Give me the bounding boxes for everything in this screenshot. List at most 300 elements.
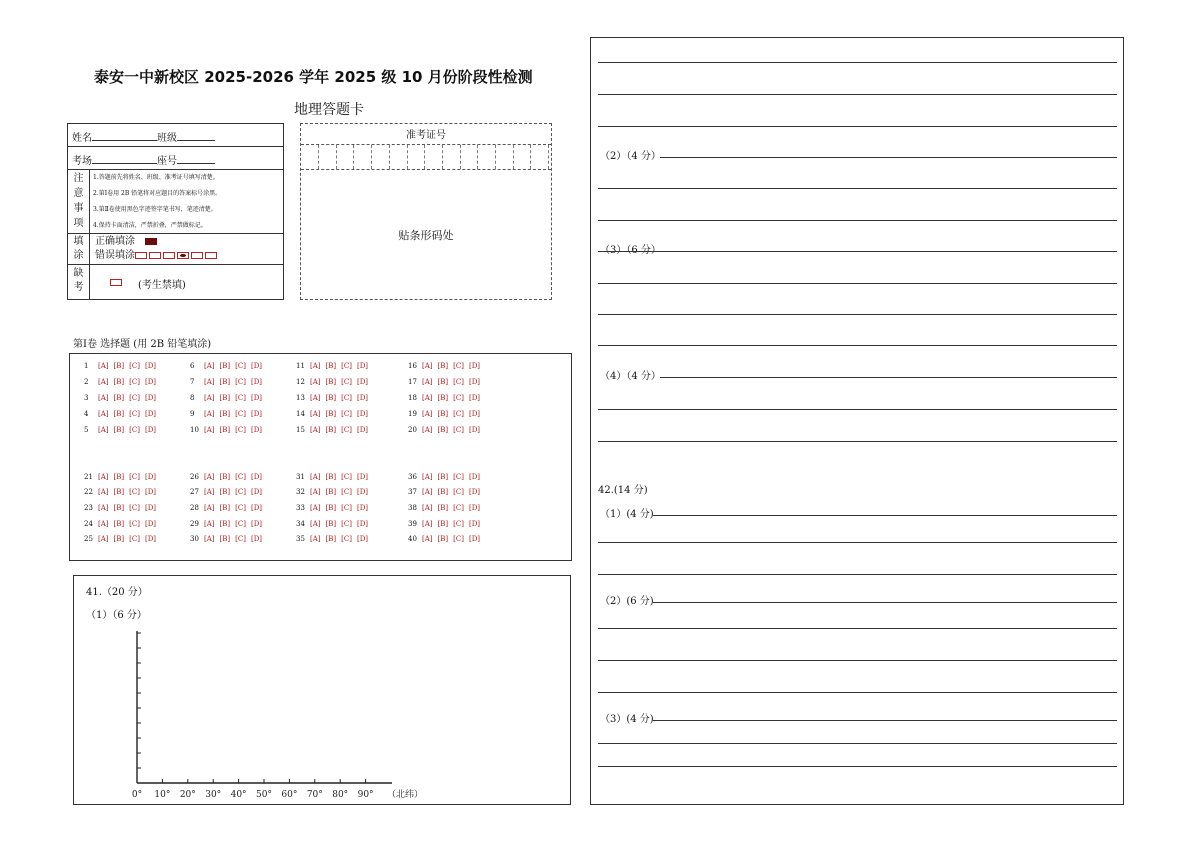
multiple-choice-grid [69,353,572,561]
mc-option-bubble[interactable]: [B] [113,520,125,528]
mc-option-bubble[interactable]: [C] [453,410,464,418]
mc-option-bubble[interactable]: [C] [235,535,246,543]
mc-question-number: 11 [296,362,305,370]
mc-option-bubble[interactable]: [B] [113,504,125,512]
mc-option-bubble[interactable]: [B] [113,362,125,370]
q42-part2-label: （2）(6 分) [600,596,654,607]
exam-id-digit-cell[interactable] [371,145,372,169]
mc-question-number: 16 [408,362,417,370]
class-field[interactable] [177,131,215,141]
mc-option-bubble[interactable]: [C] [341,394,352,402]
mc-option-bubble[interactable]: [B] [437,520,449,528]
mc-question-number: 26 [190,473,199,481]
answer-line[interactable] [598,574,1117,575]
mc-question-23 [84,504,161,512]
answer-line[interactable] [653,515,1117,516]
fill-heading [68,234,90,264]
mc-question-6 [190,362,267,370]
mc-option-bubble[interactable]: [D] [144,488,157,496]
mc-option-bubble[interactable]: [C] [453,378,464,386]
mc-question-16 [408,362,485,370]
exam-id-digit-cell[interactable] [460,145,461,169]
mc-option-bubble[interactable]: [C] [129,473,140,481]
mc-option-bubble[interactable]: [D] [250,488,263,496]
mc-option-bubble[interactable]: [C] [235,378,246,386]
mc-option-bubble[interactable]: [C] [235,394,246,402]
mc-option-bubble[interactable]: [A] [310,535,321,543]
page-title: 泰安一中新校区 2025-2026 学年 2025 级 10 月份阶段性检测 [94,68,533,86]
mc-option-bubble[interactable]: [B] [325,473,337,481]
mc-question-number: 31 [296,473,305,481]
exam-id-digit-cell[interactable] [513,145,514,169]
mc-option-bubble[interactable]: [B] [325,410,337,418]
question-41-box [73,575,571,805]
mc-option-bubble[interactable]: [D] [356,504,369,512]
mc-option-bubble[interactable]: [A] [422,535,433,543]
answer-line[interactable] [598,345,1117,346]
mc-question-number: 6 [190,362,195,370]
x-axis-tick-label: 10° [154,790,171,800]
mc-option-bubble[interactable]: [D] [468,394,481,402]
mc-option-bubble[interactable]: [D] [144,378,157,386]
name-field[interactable] [92,131,157,141]
mc-question-4 [84,410,161,418]
mc-option-bubble[interactable]: [A] [98,473,109,481]
mc-question-40 [408,535,485,543]
mc-option-bubble[interactable]: [D] [250,394,263,402]
mc-option-bubble[interactable]: [D] [468,410,481,418]
answer-line[interactable] [660,157,1117,158]
mc-option-bubble[interactable]: [A] [310,426,321,434]
mc-option-bubble[interactable]: [D] [468,378,481,386]
mc-option-bubble[interactable]: [D] [144,535,157,543]
answer-line[interactable] [660,377,1117,378]
mc-option-bubble[interactable]: [A] [422,362,433,370]
mc-option-bubble[interactable]: [A] [204,504,215,512]
exam-id-digit-cell[interactable] [495,145,496,169]
mc-option-bubble[interactable]: [C] [235,504,246,512]
mc-option-bubble[interactable]: [A] [204,378,215,386]
answer-line[interactable] [598,660,1117,661]
mc-option-bubble[interactable]: [A] [98,426,109,434]
mc-option-bubble[interactable]: [D] [250,362,263,370]
mc-option-bubble[interactable]: [C] [129,535,140,543]
wrong-fill-mark-dot [163,252,175,259]
mc-option-bubble[interactable]: [D] [250,410,263,418]
exam-id-digit-row[interactable] [301,144,551,170]
mc-option-bubble[interactable]: [A] [310,504,321,512]
mc-question-32 [296,488,373,496]
mc-question-12 [296,378,373,386]
mc-option-bubble[interactable]: [B] [325,394,337,402]
mc-question-number: 5 [84,426,89,434]
mc-option-bubble[interactable]: [A] [310,378,321,386]
mc-question-number: 24 [84,520,93,528]
mc-option-bubble[interactable]: [C] [235,520,246,528]
mc-question-number: 37 [408,488,417,496]
answer-line[interactable] [660,251,1117,252]
mc-question-number: 8 [190,394,195,402]
mc-option-bubble[interactable]: [B] [437,473,449,481]
mc-question-5 [84,426,161,434]
mc-option-bubble[interactable]: [D] [250,473,263,481]
mc-question-number: 25 [84,535,93,543]
mc-option-bubble[interactable]: [C] [341,520,352,528]
mc-option-bubble[interactable]: [A] [204,535,215,543]
fill-row [68,234,283,265]
exam-id-digit-cell[interactable] [389,145,390,169]
wrong-fill-mark-partial [205,252,217,259]
mc-option-bubble[interactable]: [D] [356,535,369,543]
mc-question-number: 10 [190,426,199,434]
mc-option-bubble[interactable]: [A] [204,426,215,434]
mc-question-number: 3 [84,394,89,402]
mc-option-bubble[interactable]: [D] [250,504,263,512]
q41-part4-label: （4）（4 分） [600,371,661,382]
mc-question-29 [190,520,267,528]
barcode-area: 贴条形码处 [398,229,454,242]
mc-question-3 [84,394,161,402]
mc-question-24 [84,520,161,528]
mc-option-bubble[interactable]: [A] [310,520,321,528]
mc-question-34 [296,520,373,528]
mc-option-bubble[interactable]: [B] [113,426,125,434]
mc-question-number: 30 [190,535,199,543]
mc-question-26 [190,473,267,481]
name-row [68,124,283,147]
mc-option-bubble[interactable]: [B] [219,394,231,402]
wrong-fill-mark-check [135,252,147,259]
mc-option-bubble[interactable]: [C] [341,473,352,481]
mc-question-11 [296,362,373,370]
mc-option-bubble[interactable]: [A] [204,394,215,402]
correct-fill-mark [145,238,157,245]
mc-option-bubble[interactable]: [C] [341,378,352,386]
mc-option-bubble[interactable]: [C] [129,362,140,370]
mc-option-bubble[interactable]: [A] [310,394,321,402]
mc-option-bubble[interactable]: [B] [437,488,449,496]
mc-option-bubble[interactable]: [A] [310,488,321,496]
mc-option-bubble[interactable]: [D] [250,520,263,528]
mc-question-13 [296,394,373,402]
room-field[interactable] [92,154,157,164]
mc-option-bubble[interactable]: [D] [144,473,157,481]
mc-option-bubble[interactable]: [B] [437,362,449,370]
mc-option-bubble[interactable]: [C] [129,410,140,418]
mc-option-bubble[interactable]: [C] [235,426,246,434]
mc-option-bubble[interactable]: [B] [219,378,231,386]
mc-option-bubble[interactable]: [A] [98,410,109,418]
mc-option-bubble[interactable]: [C] [453,473,464,481]
mc-option-bubble[interactable]: [D] [144,394,157,402]
mc-option-bubble[interactable]: [C] [129,520,140,528]
mc-option-bubble[interactable]: [B] [437,394,449,402]
mc-question-15 [296,426,373,434]
notes-row [68,170,283,234]
mc-option-bubble[interactable]: [A] [422,473,433,481]
mc-option-bubble[interactable]: [C] [453,394,464,402]
mc-option-bubble[interactable]: [D] [250,535,263,543]
section1-title: 第Ⅰ卷 选择题 (用 2B 铅笔填涂) [73,339,212,350]
name-label: 姓名 [72,133,92,144]
mc-option-bubble[interactable]: [B] [437,378,449,386]
mc-question-18 [408,394,485,402]
mc-option-bubble[interactable]: [B] [437,426,449,434]
mc-option-bubble[interactable]: [B] [219,473,231,481]
mc-option-bubble[interactable]: [A] [98,362,109,370]
mc-option-bubble[interactable]: [A] [204,488,215,496]
answer-line[interactable] [598,766,1117,767]
exam-id-digit-cell[interactable] [336,145,337,169]
mc-option-bubble[interactable]: [A] [422,504,433,512]
mc-question-19 [408,410,485,418]
mc-question-17 [408,378,485,386]
mc-option-bubble[interactable]: [A] [310,473,321,481]
mc-question-39 [408,520,485,528]
wrong-fill-mark-cross [191,252,203,259]
note-item: 1.答题前先将姓名、班级、准考证号填写清楚。 [93,174,219,181]
mc-question-number: 38 [408,504,417,512]
notes-heading [68,170,90,233]
mc-option-bubble[interactable]: [C] [341,362,352,370]
x-axis-tick-label: 90° [357,790,374,800]
exam-id-box [300,123,552,300]
student-info-table [67,123,284,300]
mc-question-number: 9 [190,410,195,418]
mc-option-bubble[interactable]: [A] [422,520,433,528]
mc-option-bubble[interactable]: [B] [219,426,231,434]
fill-examples [95,235,219,263]
answer-line[interactable] [598,188,1117,189]
mc-question-27 [190,488,267,496]
x-axis-tick-label: 40° [230,790,247,800]
mc-option-bubble[interactable]: [B] [219,504,231,512]
mc-option-bubble[interactable]: [D] [468,535,481,543]
mc-option-bubble[interactable]: [C] [129,394,140,402]
mc-option-bubble[interactable]: [B] [219,535,231,543]
mc-option-bubble[interactable]: [D] [356,378,369,386]
mc-option-bubble[interactable]: [A] [204,362,215,370]
mc-option-bubble[interactable]: [A] [422,378,433,386]
notes-heading-char: 事 [73,203,84,214]
mc-option-bubble[interactable]: [C] [235,473,246,481]
mc-option-bubble[interactable]: [C] [453,504,464,512]
mc-question-35 [296,535,373,543]
answer-line[interactable] [598,126,1117,127]
mc-question-number: 34 [296,520,305,528]
mc-option-bubble[interactable]: [A] [98,394,109,402]
mc-option-bubble[interactable]: [A] [422,426,433,434]
mc-option-bubble[interactable]: [A] [98,504,109,512]
exam-id-digit-cell[interactable] [407,145,408,169]
mc-option-bubble[interactable]: [B] [325,488,337,496]
q41-part3-label: （3）（6 分） [600,245,661,256]
mc-option-bubble[interactable]: [C] [341,504,352,512]
mc-option-bubble[interactable]: [C] [129,504,140,512]
answer-line[interactable] [598,542,1117,543]
mc-option-bubble[interactable]: [D] [468,488,481,496]
mc-option-bubble[interactable]: [D] [468,426,481,434]
mc-option-bubble[interactable]: [D] [356,488,369,496]
mc-question-8 [190,394,267,402]
exam-id-digit-cell[interactable] [424,145,425,169]
answer-line[interactable] [598,283,1117,284]
answer-line[interactable] [598,409,1117,410]
class-label: 班级 [157,133,177,144]
mc-option-bubble[interactable]: [B] [325,426,337,434]
mc-option-bubble[interactable]: [D] [144,362,157,370]
mc-option-bubble[interactable]: [B] [113,473,125,481]
exam-id-digit-cell[interactable] [353,145,354,169]
mc-option-bubble[interactable]: [B] [219,488,231,496]
mc-option-bubble[interactable]: [A] [98,488,109,496]
mc-option-bubble[interactable]: [B] [325,504,337,512]
mc-question-number: 2 [84,378,89,386]
answer-line[interactable] [598,692,1117,693]
mc-option-bubble[interactable]: [C] [129,378,140,386]
q41-latitude-axes[interactable] [74,576,572,806]
fill-heading-char: 填 [73,236,84,247]
answer-line[interactable] [598,743,1117,744]
mc-question-number: 27 [190,488,199,496]
mc-option-bubble[interactable]: [A] [98,378,109,386]
mc-option-bubble[interactable]: [C] [453,535,464,543]
exam-id-digit-cell[interactable] [318,145,319,169]
mc-question-25 [84,535,161,543]
exam-id-digit-cell[interactable] [477,145,478,169]
mc-option-bubble[interactable]: [D] [356,426,369,434]
mc-option-bubble[interactable]: [D] [468,473,481,481]
mc-question-9 [190,410,267,418]
mc-option-bubble[interactable]: [D] [250,426,263,434]
answer-line[interactable] [653,720,1117,721]
mc-option-bubble[interactable]: [B] [437,410,449,418]
mc-option-bubble[interactable]: [B] [325,520,337,528]
x-axis-tick-label: 20° [179,790,196,800]
exam-id-digit-cell[interactable] [548,145,549,169]
mc-option-bubble[interactable]: [B] [325,378,337,386]
mc-question-36 [408,473,485,481]
mc-option-bubble[interactable]: [D] [356,394,369,402]
mc-option-bubble[interactable]: [C] [235,488,246,496]
x-axis-tick-label: 30° [205,790,222,800]
mc-option-bubble[interactable]: [C] [341,410,352,418]
mc-option-bubble[interactable]: [A] [422,488,433,496]
wrong-fill-mark-circle [177,252,189,259]
mc-option-bubble[interactable]: [C] [453,488,464,496]
mc-option-bubble[interactable]: [B] [113,394,125,402]
mc-question-number: 29 [190,520,199,528]
mc-option-bubble[interactable]: [C] [129,488,140,496]
mc-option-bubble[interactable]: [A] [204,520,215,528]
mc-question-14 [296,410,373,418]
mc-option-bubble[interactable]: [B] [113,535,125,543]
mc-option-bubble[interactable]: [B] [113,410,125,418]
mc-option-bubble[interactable]: [B] [325,535,337,543]
absent-checkbox[interactable] [110,279,122,286]
absent-heading [68,265,90,299]
mc-option-bubble[interactable]: [C] [341,426,352,434]
mc-option-bubble[interactable]: [D] [468,520,481,528]
mc-option-bubble[interactable]: [D] [144,426,157,434]
mc-option-bubble[interactable]: [B] [219,410,231,418]
mc-option-bubble[interactable]: [C] [129,426,140,434]
mc-option-bubble[interactable]: [A] [98,520,109,528]
answer-line[interactable] [598,220,1117,221]
mc-question-number: 39 [408,520,417,528]
mc-option-bubble[interactable]: [D] [356,520,369,528]
mc-question-number: 32 [296,488,305,496]
mc-option-bubble[interactable]: [B] [325,362,337,370]
answer-line[interactable] [598,441,1117,442]
exam-id-digit-cell[interactable] [442,145,443,169]
notes-list [93,170,221,234]
mc-option-bubble[interactable]: [D] [144,520,157,528]
answer-line[interactable] [598,62,1117,63]
mc-question-28 [190,504,267,512]
mc-option-bubble[interactable]: [C] [235,362,246,370]
mc-question-37 [408,488,485,496]
mc-option-bubble[interactable]: [D] [144,504,157,512]
mc-option-bubble[interactable]: [C] [341,535,352,543]
absent-row [68,265,283,299]
mc-option-bubble[interactable]: [C] [235,410,246,418]
mc-option-bubble[interactable]: [A] [422,394,433,402]
notes-heading-char: 注 [73,173,84,184]
mc-option-bubble[interactable]: [C] [453,426,464,434]
mc-option-bubble[interactable]: [B] [219,362,231,370]
mc-option-bubble[interactable]: [C] [453,520,464,528]
x-axis-tick-label: 70° [306,790,323,800]
mc-option-bubble[interactable]: [D] [356,473,369,481]
mc-option-bubble[interactable]: [B] [437,535,449,543]
room-label: 考场 [72,156,92,167]
exam-id-digit-cell[interactable] [530,145,531,169]
answer-line[interactable] [653,602,1117,603]
mc-question-number: 22 [84,488,93,496]
mc-option-bubble[interactable]: [D] [250,378,263,386]
answer-line[interactable] [598,314,1117,315]
mc-option-bubble[interactable]: [A] [204,410,215,418]
mc-option-bubble[interactable]: [B] [113,378,125,386]
mc-option-bubble[interactable]: [C] [341,488,352,496]
mc-option-bubble[interactable]: [B] [219,520,231,528]
mc-question-33 [296,504,373,512]
mc-option-bubble[interactable]: [A] [422,410,433,418]
mc-option-bubble[interactable]: [D] [468,362,481,370]
absent-note: (考生禁填) [138,280,186,291]
mc-option-bubble[interactable]: [D] [144,410,157,418]
mc-option-bubble[interactable]: [D] [356,362,369,370]
mc-option-bubble[interactable]: [A] [204,473,215,481]
mc-option-bubble[interactable]: [C] [453,362,464,370]
mc-option-bubble[interactable]: [D] [468,504,481,512]
mc-option-bubble[interactable]: [B] [437,504,449,512]
q41-part1-label: （1）（6 分） [86,610,147,621]
mc-question-30 [190,535,267,543]
absent-heading-char: 考 [73,282,84,293]
seat-field[interactable] [177,154,215,164]
wrong-fill-mark-slash [149,252,161,259]
mc-option-bubble[interactable]: [A] [310,362,321,370]
mc-option-bubble[interactable]: [A] [310,410,321,418]
answer-line[interactable] [598,628,1117,629]
answer-line[interactable] [598,94,1117,95]
mc-option-bubble[interactable]: [B] [113,488,125,496]
mc-option-bubble[interactable]: [D] [356,410,369,418]
room-row [68,147,283,170]
mc-option-bubble[interactable]: [A] [98,535,109,543]
